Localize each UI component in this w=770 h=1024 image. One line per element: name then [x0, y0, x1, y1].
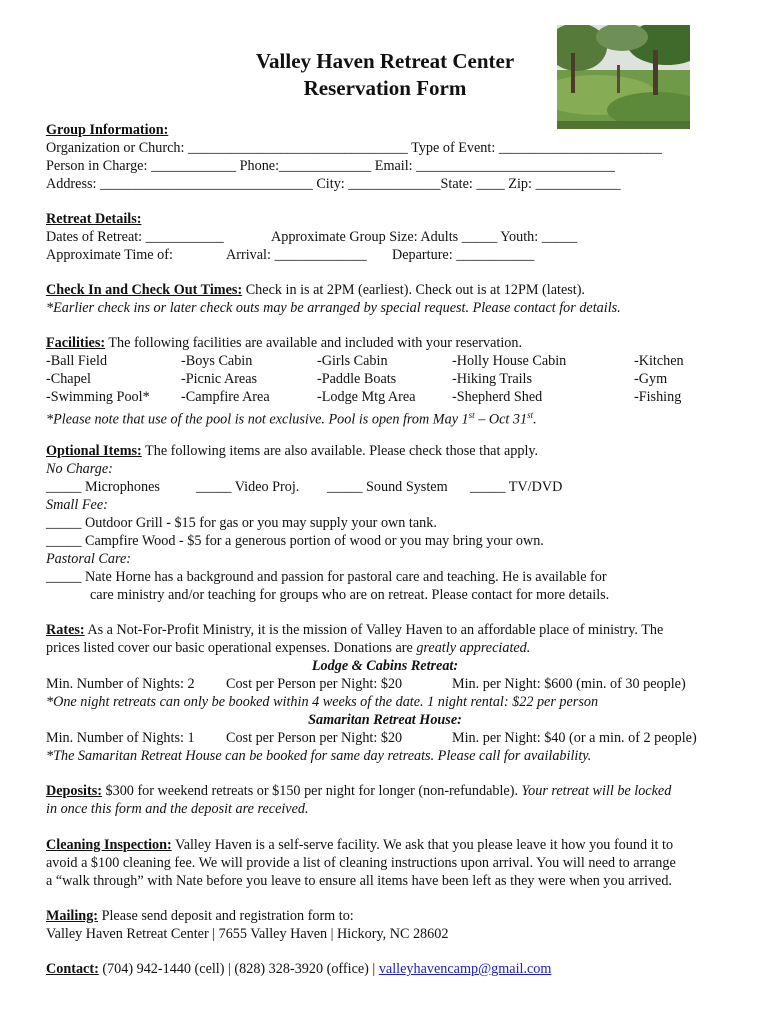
deposits-heading: Deposits:: [46, 783, 102, 799]
pastoral-care-checkbox[interactable]: _____ Nate Horne has a background and passion for pastoral care and teaching. He is available for: [46, 569, 607, 585]
lodge-title: Lodge & Cabins Retreat:: [311, 658, 459, 674]
facility-item: -Lodge Mtg Area: [317, 389, 416, 405]
samaritan-note: *The Samaritan Retreat House can be booked for same day retreats. Please call for availability.: [46, 748, 592, 764]
cleaning-text: Valley Haven is a self-serve facility. We ask that you please leave it how you found it to: [171, 837, 674, 853]
email-link[interactable]: valleyhavencamp@gmail.com: [378, 961, 552, 977]
cleaning-text-2: avoid a $100 cleaning fee. We will provide a list of cleaning instructions upon arrival. You will need to arrange: [46, 855, 676, 871]
checkin-note: *Earlier check ins or later check outs may be arranged by special request. Please contact for details.: [46, 300, 621, 316]
samaritan-title: Samaritan Retreat House:: [308, 712, 462, 728]
samaritan-min-nights: Min. Number of Nights: 1: [46, 730, 195, 746]
facility-item: -Holly House Cabin: [452, 353, 567, 369]
rates-text: As a Not-For-Profit Ministry, it is the mission of Valley Haven to an affordable place of ministry. The: [84, 622, 664, 638]
retreat-details-heading: Retreat Details:: [46, 211, 142, 227]
rates-heading: Rates:: [46, 622, 85, 638]
pool-note-text: .: [533, 411, 537, 428]
person-in-charge-field[interactable]: Person in Charge: ____________ Phone:_____________ Email: ____________________________: [46, 158, 615, 174]
cleaning-heading: Cleaning Inspection:: [46, 837, 172, 853]
facilities-intro: The following facilities are available and included with your reservation.: [105, 335, 523, 351]
organization-field[interactable]: Organization or Church: _______________________________ Type of Event: _______________________: [46, 140, 662, 156]
departure-field[interactable]: Departure: ___________: [392, 247, 535, 263]
facility-item: -Gym: [634, 371, 668, 387]
campfire-wood-checkbox[interactable]: _____ Campfire Wood - $5 for a generous portion of wood or you may bring your own.: [46, 533, 544, 549]
facility-item: -Chapel: [46, 371, 91, 387]
lodge-cost: Cost per Person per Night: $20: [226, 676, 403, 692]
checkin-line: [46, 281, 585, 299]
video-projector-checkbox[interactable]: _____ Video Proj.: [196, 479, 300, 495]
facility-item: -Hiking Trails: [452, 371, 533, 387]
optional-heading: Optional Items:: [46, 443, 142, 459]
arrival-field[interactable]: Arrival: _____________: [226, 247, 367, 263]
dates-field[interactable]: Dates of Retreat: ___________: [46, 229, 224, 245]
cleaning-line: [46, 836, 673, 854]
facility-item: -Swimming Pool*: [46, 389, 150, 405]
lodge-note: *One night retreats can only be booked within 4 weeks of the date. 1 night rental: $22 per person: [46, 694, 599, 710]
checkin-heading: Check In and Check Out Times:: [46, 282, 243, 298]
mailing-text: Please send deposit and registration form to:: [98, 908, 354, 924]
samaritan-min-per-night: Min. per Night: $40 (or a min. of 2 people): [452, 730, 697, 746]
pool-note-text: – Oct 31: [474, 411, 528, 428]
facility-item: -Campfire Area: [181, 389, 270, 405]
facilities-line: [46, 334, 522, 352]
tv-dvd-checkbox[interactable]: _____ TV/DVD: [470, 479, 563, 495]
form-subtitle: Reservation Form: [303, 76, 467, 100]
rates-italic: greatly appreciated.: [416, 640, 531, 656]
facility-item: -Picnic Areas: [181, 371, 258, 387]
facility-item: -Boys Cabin: [181, 353, 253, 369]
contact-line: [46, 960, 551, 978]
optional-intro: The following items are also available. Please check those that apply.: [141, 443, 539, 459]
pool-note: [46, 406, 537, 429]
samaritan-cost: Cost per Person per Night: $20: [226, 730, 403, 746]
superscript: st: [468, 410, 475, 420]
pool-note-text: *Please note that use of the pool is not exclusive. Pool is open from May 1: [46, 411, 469, 428]
deposits-text: $300 for weekend retreats or $150 per night for longer (non-refundable).: [101, 783, 522, 799]
contact-heading: Contact:: [46, 961, 99, 977]
small-fee-label: Small Fee:: [46, 497, 108, 513]
lodge-min-nights: Min. Number of Nights: 2: [46, 676, 195, 692]
rates-line: [46, 621, 663, 639]
mailing-heading: Mailing:: [46, 908, 99, 924]
microphones-checkbox[interactable]: _____ Microphones: [46, 479, 160, 495]
facility-item: -Kitchen: [634, 353, 684, 369]
mailing-address: Valley Haven Retreat Center | 7655 Valley Haven | Hickory, NC 28602: [46, 926, 449, 942]
address-field[interactable]: Address: ______________________________ City: _____________State: ____ Zip: ____________: [46, 176, 621, 192]
no-charge-label: No Charge:: [46, 461, 113, 477]
facility-item: -Paddle Boats: [317, 371, 397, 387]
rates-text: prices listed cover our basic operational expenses. Donations are: [46, 640, 417, 656]
lodge-min-per-night: Min. per Night: $600 (min. of 30 people): [452, 676, 686, 692]
superscript: st: [527, 410, 534, 420]
pastoral-care-text: care ministry and/or teaching for groups who are on retreat. Please contact for more details.: [90, 587, 610, 603]
checkin-text: Check in is at 2PM (earliest). Check out is at 12PM (latest).: [242, 282, 585, 298]
facility-item: -Fishing: [634, 389, 682, 405]
rates-text-2: [46, 639, 530, 657]
pastoral-care-label: Pastoral Care:: [46, 551, 131, 567]
facilities-heading: Facilities:: [46, 335, 106, 351]
group-size-field[interactable]: Approximate Group Size: Adults _____ Youth: _____: [271, 229, 578, 245]
approx-time-label: Approximate Time of:: [46, 247, 173, 263]
deposits-italic: Your retreat will be locked: [521, 783, 672, 799]
facility-item: -Girls Cabin: [317, 353, 388, 369]
optional-line: [46, 442, 538, 460]
facility-item: -Ball Field: [46, 353, 108, 369]
deposits-line: [46, 782, 671, 800]
sound-system-checkbox[interactable]: _____ Sound System: [327, 479, 448, 495]
facility-item: -Shepherd Shed: [452, 389, 543, 405]
group-info-heading: Group Information:: [46, 122, 169, 138]
mailing-line: [46, 907, 354, 925]
contact-text: (704) 942-1440 (cell) | (828) 328-3920 (office) |: [98, 961, 379, 977]
form-title: Valley Haven Retreat Center: [255, 49, 515, 73]
outdoor-grill-checkbox[interactable]: _____ Outdoor Grill - $15 for gas or you may supply your own tank.: [46, 515, 437, 531]
deposits-italic-2: in once this form and the deposit are received.: [46, 801, 309, 817]
cleaning-text-3: a “walk through” with Nate before you leave to ensure all items have been left as they were when you arrived.: [46, 873, 672, 889]
